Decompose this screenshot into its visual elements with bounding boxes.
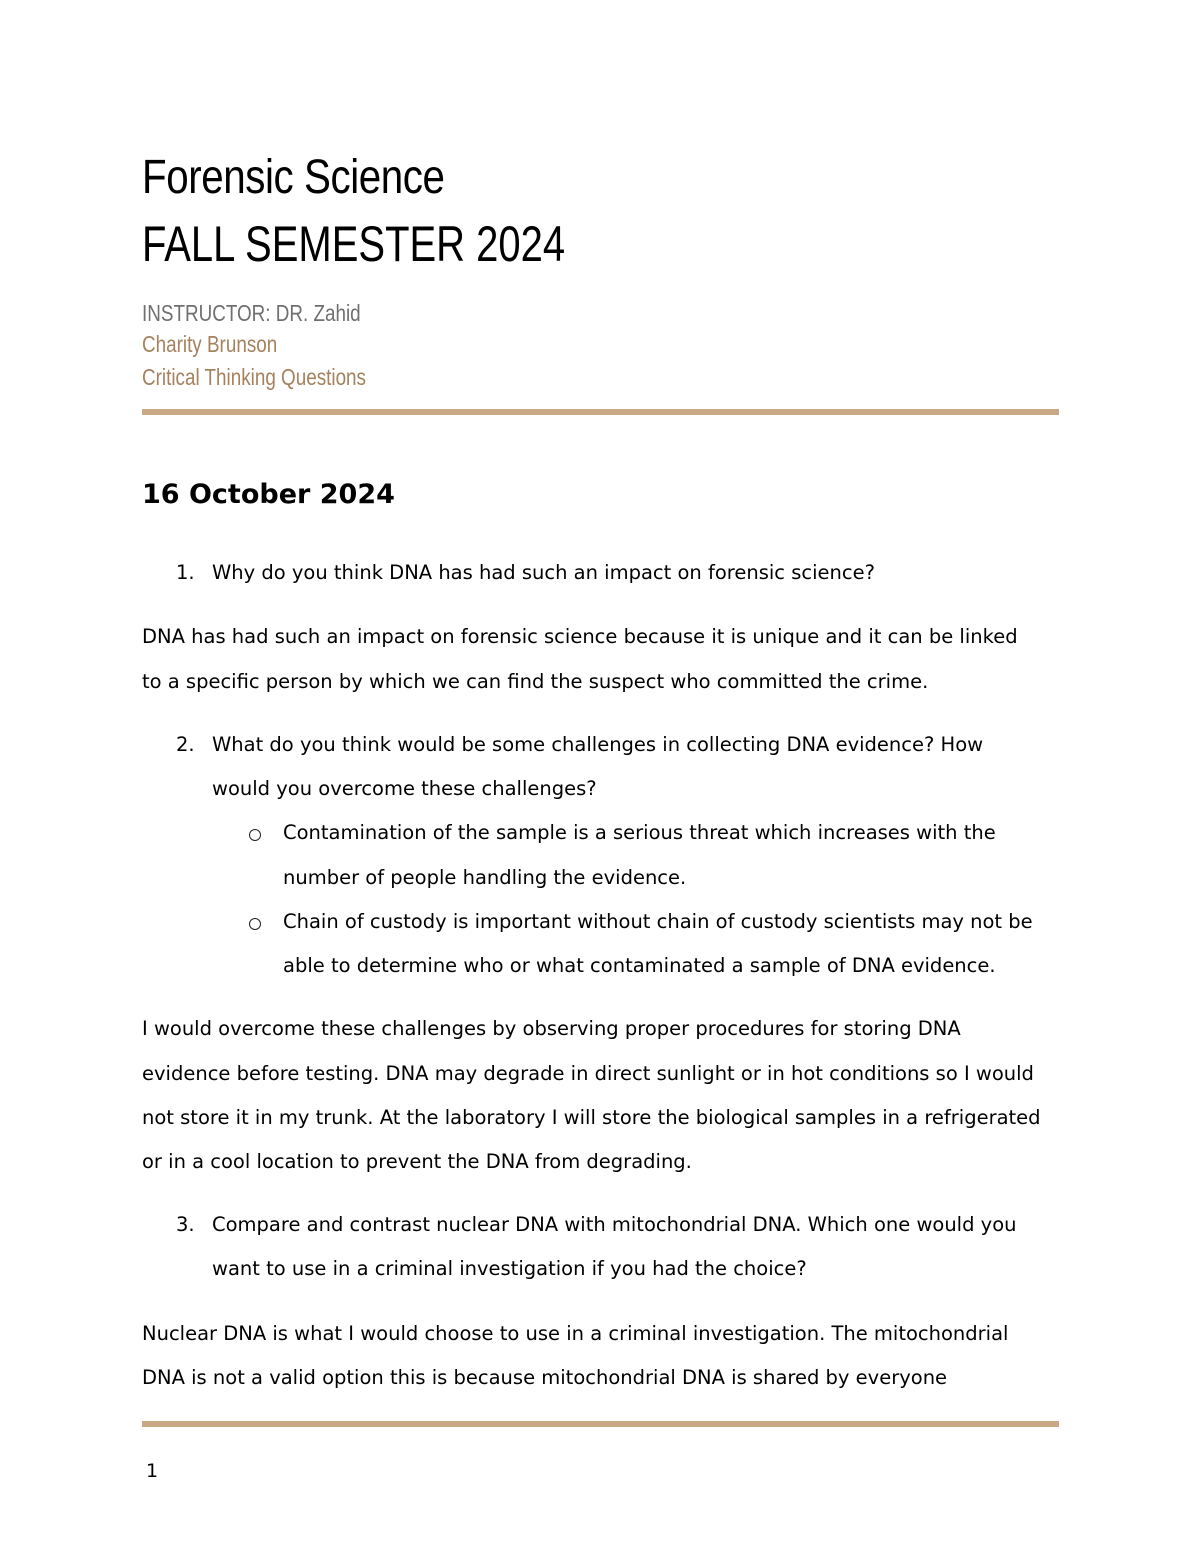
bullet-2-line-2: able to determine who or what contaminated a sample of DNA evidence. — [283, 954, 996, 977]
bullet-circle-icon — [249, 918, 261, 930]
question-1-number: 1. — [176, 561, 195, 584]
question-2-number: 2. — [176, 733, 195, 756]
instructor-line: INSTRUCTOR: DR. Zahid — [142, 300, 361, 326]
question-1-text: Why do you think DNA has had such an impact on forensic science? — [212, 561, 875, 584]
answer-1-line-2: to a specific person by which we can find the suspect who committed the crime. — [142, 670, 929, 693]
assignment-title: Critical Thinking Questions — [142, 364, 366, 390]
answer-2-line-4: or in a cool location to prevent the DNA from degrading. — [142, 1150, 692, 1173]
student-name: Charity Brunson — [142, 331, 278, 357]
bullet-1-line-2: number of people handling the evidence. — [283, 866, 687, 889]
bullet-circle-icon — [249, 829, 261, 841]
question-2-line-2: would you overcome these challenges? — [212, 777, 597, 800]
answer-3-line-1: Nuclear DNA is what I would choose to use in a criminal investigation. The mitochondrial — [142, 1322, 1009, 1345]
answer-3-line-2: DNA is not a valid option this is because mitochondrial DNA is shared by everyone — [142, 1366, 948, 1389]
date-heading: 16 October 2024 — [142, 479, 395, 510]
question-3-line-1: Compare and contrast nuclear DNA with mitochondrial DNA. Which one would you — [212, 1213, 1017, 1236]
answer-1-line-1: DNA has had such an impact on forensic science because it is unique and it can be linked — [142, 625, 1018, 648]
question-3-number: 3. — [176, 1213, 195, 1236]
document-title: Forensic Science — [142, 151, 445, 204]
answer-2-line-1: I would overcome these challenges by observing proper procedures for storing DNA — [142, 1017, 961, 1040]
answer-2-line-3: not store it in my trunk. At the laboratory I will store the biological samples in a refrigerated — [142, 1106, 1041, 1129]
question-3-line-2: want to use in a criminal investigation if you had the choice? — [212, 1257, 807, 1280]
answer-2-line-2: evidence before testing. DNA may degrade in direct sunlight or in hot conditions so I would — [142, 1062, 1034, 1085]
footer-divider — [142, 1421, 1059, 1427]
bullet-1-line-1: Contamination of the sample is a serious threat which increases with the — [283, 821, 996, 844]
header-divider — [142, 409, 1059, 415]
semester-subtitle: FALL SEMESTER 2024 — [142, 216, 566, 272]
question-2-line-1: What do you think would be some challenges in collecting DNA evidence? How — [212, 733, 984, 756]
bullet-2-line-1: Chain of custody is important without chain of custody scientists may not be — [283, 910, 1033, 933]
page-number: 1 — [146, 1460, 159, 1482]
